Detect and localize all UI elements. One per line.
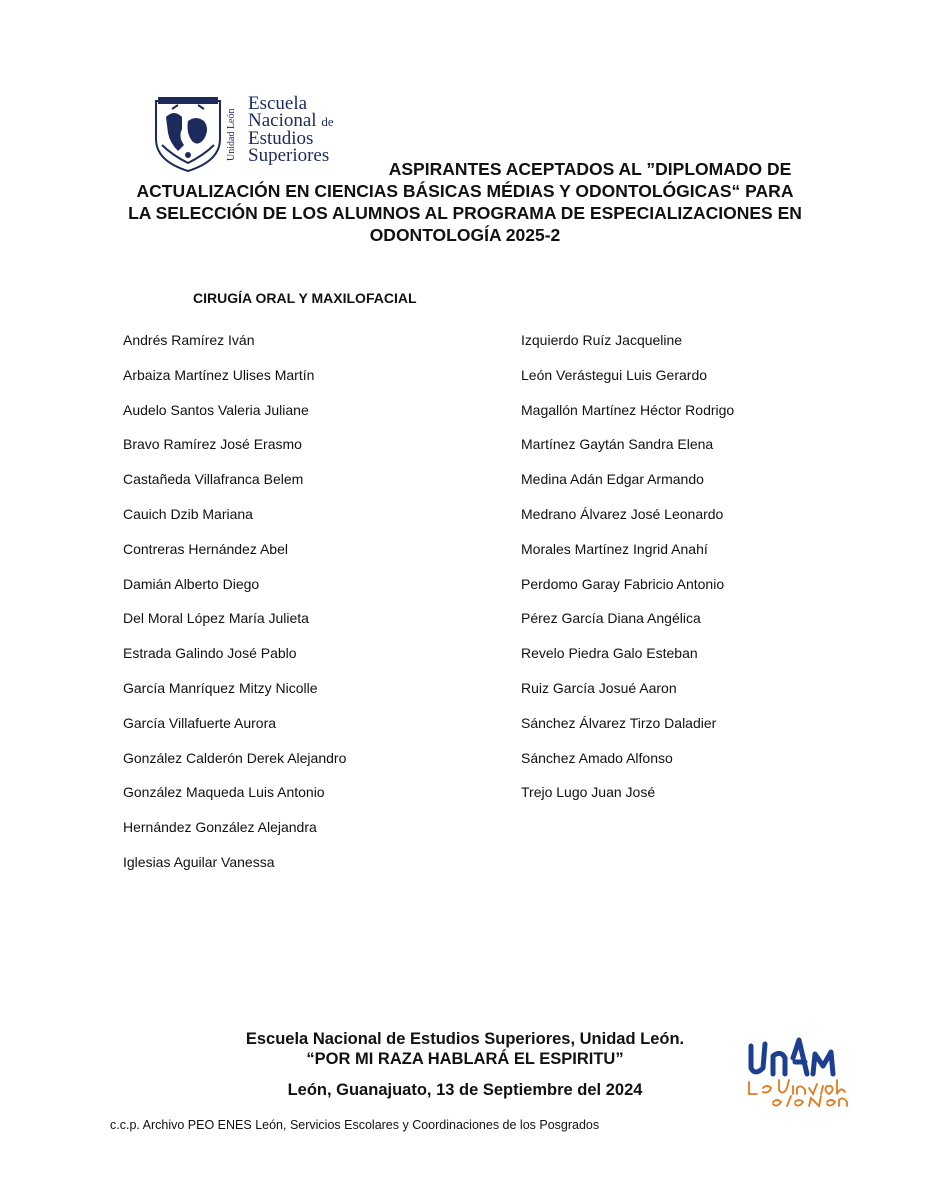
names-column-right [521, 331, 734, 818]
list-item: Revelo Piedra Galo Esteban [521, 645, 698, 662]
footer-place-date: León, Guanajuato, 13 de Septiembre del 2024 [287, 1081, 643, 1099]
footer-motto: “POR MI RAZA HABLARÁ EL ESPIRITU” [306, 1050, 624, 1068]
list-item: Morales Martínez Ingrid Anahí [521, 540, 708, 557]
list-item: Cauich Dzib Mariana [123, 505, 253, 522]
list-item: García Manríquez Mitzy Nicolle [123, 679, 318, 696]
list-item: Iglesias Aguilar Vanessa [123, 853, 275, 870]
list-item: Contreras Hernández Abel [123, 540, 288, 557]
footer-institution: Escuela Nacional de Estudios Superiores, Unidad León. [245, 1030, 685, 1048]
title-line-2: ACTUALIZACIÓN EN CIENCIAS BÁSICAS MÉDIAS Y ODONTOLÓGICAS“ PARA [136, 181, 794, 201]
list-item: Izquierdo Ruíz Jacqueline [521, 332, 683, 348]
list-item: Medina Adán Edgar Armando [521, 471, 704, 488]
list-item: Pérez García Diana Angélica [521, 610, 701, 627]
list-item: Perdomo Garay Fabricio Antonio [521, 575, 725, 592]
ccp-line: c.c.p. Archivo PEO ENES León, Servicios Escolares y Coordinaciones de los Posgrados [110, 1118, 600, 1132]
list-item: Trejo Lugo Juan José [521, 784, 656, 801]
title-line-1: ASPIRANTES ACEPTADOS AL ”DIPLOMADO DE [388, 159, 792, 179]
list-item: Andrés Ramírez Iván [123, 332, 255, 348]
list-item: Audelo Santos Valeria Juliane [123, 401, 309, 418]
list-item: Martínez Gaytán Sandra Elena [521, 436, 714, 453]
list-item: González Maqueda Luis Antonio [123, 784, 325, 801]
unam-nacion-logo [743, 1030, 858, 1110]
title-line-4: ODONTOLOGÍA 2025-2 [369, 225, 561, 245]
names-column-left [123, 331, 346, 888]
section-heading: CIRUGÍA ORAL Y MAXILOFACIAL [193, 290, 417, 306]
list-item: García Villafuerte Aurora [123, 714, 277, 731]
logo-line-estudios: Estudios [248, 128, 314, 149]
list-item: Sánchez Álvarez Tirzo Daladier [521, 714, 717, 731]
list-item: León Verástegui Luis Gerardo [521, 366, 708, 383]
list-item: Arbaiza Martínez Ulises Martín [123, 366, 315, 383]
logo-de: de [321, 114, 334, 129]
unam-wordmark-icon [751, 1040, 833, 1074]
logo-line-superiores: Superiores [248, 145, 330, 166]
list-item: Hernández González Alejandra [123, 819, 317, 836]
list-item: Medrano Álvarez José Leonardo [521, 505, 724, 522]
logo-nacional: Nacional [248, 110, 317, 131]
logo-unidad-leon: Unidad León [226, 108, 237, 162]
list-item: Ruiz García Josué Aaron [521, 679, 677, 696]
list-item: Magallón Martínez Héctor Rodrigo [521, 401, 735, 418]
tagline-script [749, 1080, 847, 1106]
list-item: Castañeda Villafranca Belem [123, 471, 304, 488]
list-item: Sánchez Amado Alfonso [521, 749, 673, 766]
list-item: Bravo Ramírez José Erasmo [123, 436, 302, 453]
list-item: González Calderón Derek Alejandro [123, 749, 347, 766]
list-item: Del Moral López María Julieta [123, 610, 309, 627]
logo-wordmark [248, 95, 358, 164]
title-line-3: LA SELECCIÓN DE LOS ALUMNOS AL PROGRAMA DE ESPECIALIZACIONES EN [128, 203, 802, 223]
document-title [110, 158, 820, 246]
logo-line-escuela: Escuela [248, 93, 308, 114]
list-item: Estrada Galindo José Pablo [123, 645, 297, 662]
list-item: Damián Alberto Diego [123, 575, 260, 592]
